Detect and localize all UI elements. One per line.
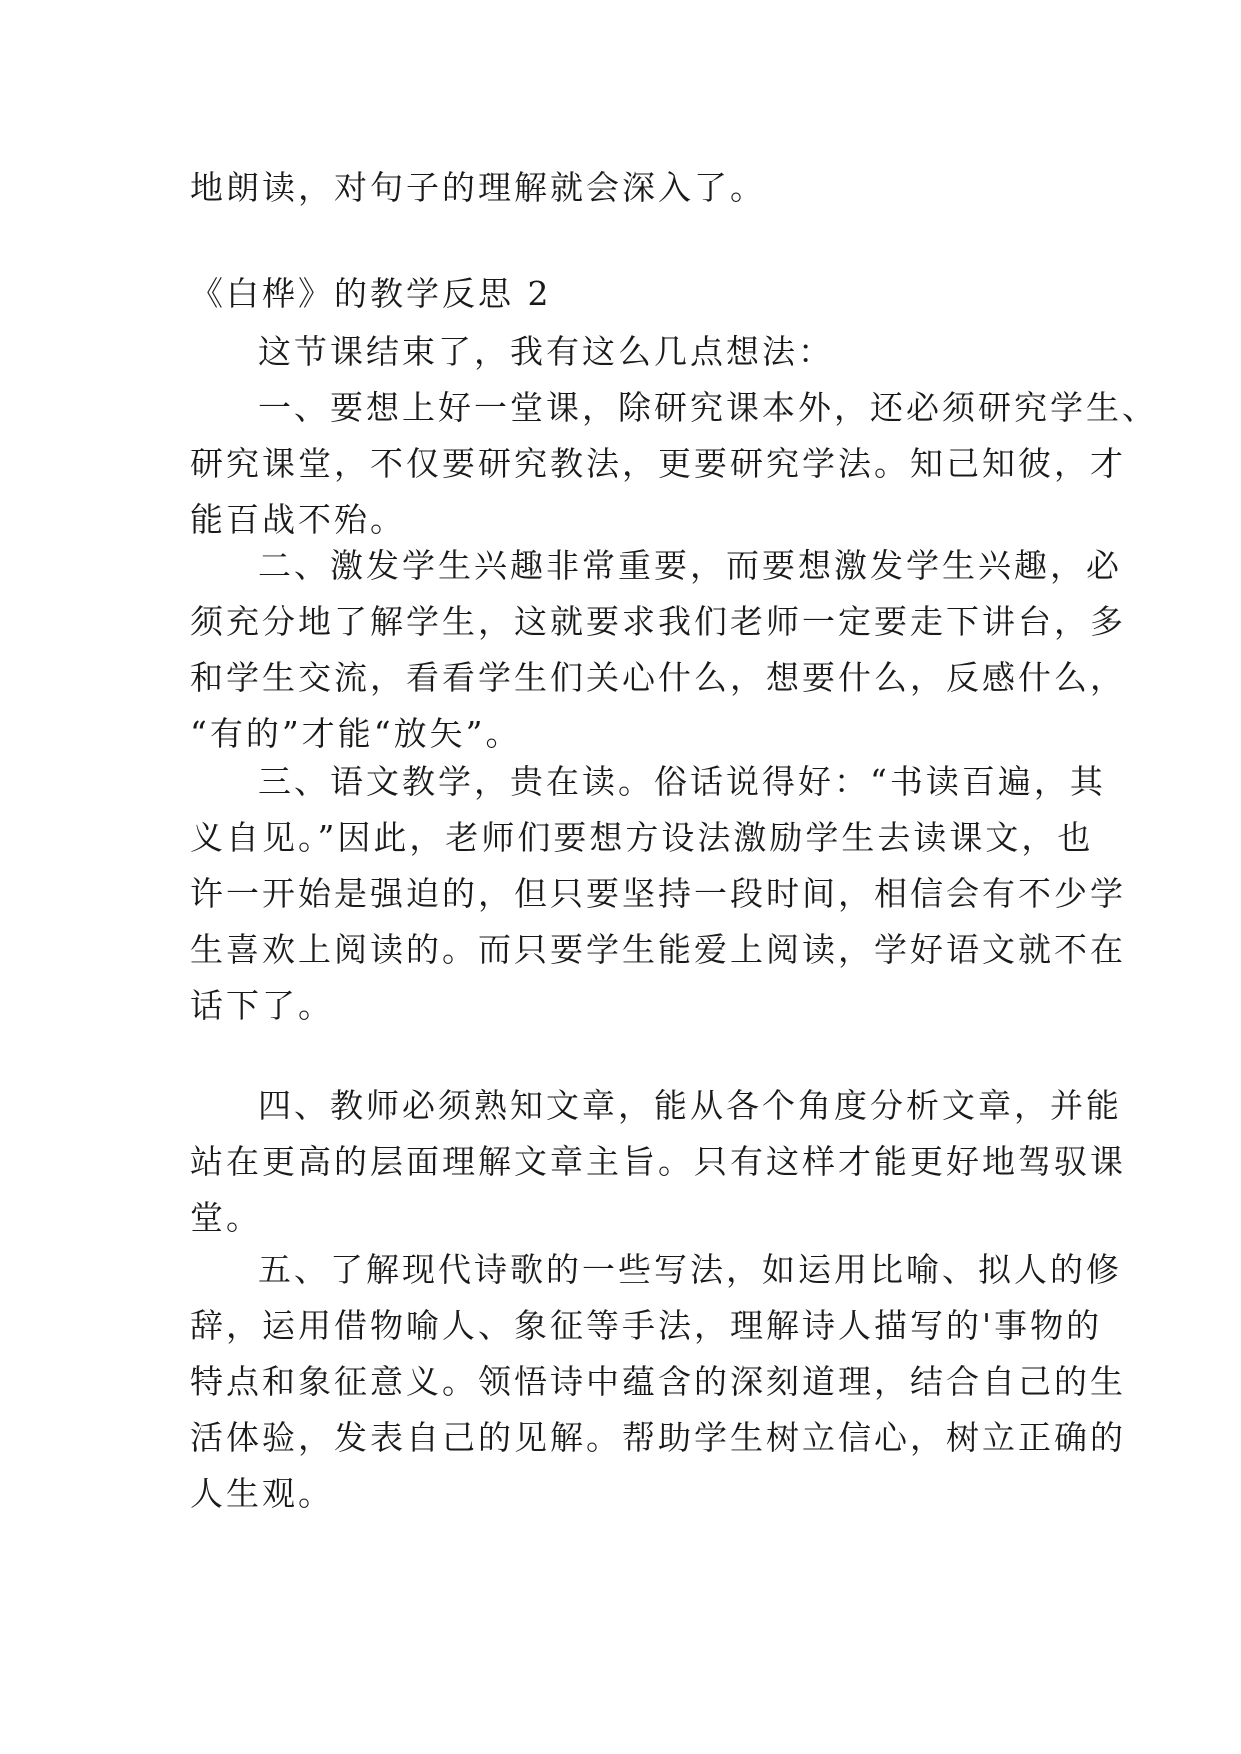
text-line: 一、要想上好一堂课，除研究课本外，还必须研究学生、	[258, 388, 1158, 427]
section-title	[190, 266, 1052, 322]
paragraph-3	[190, 754, 1126, 1034]
paragraph-5	[190, 1242, 1126, 1522]
text-line: 人生观。	[190, 1474, 334, 1513]
opening-paragraph	[190, 324, 1052, 380]
text-line: 须充分地了解学生，这就要求我们老师一定要走下讲台，多	[190, 602, 1126, 641]
text-line: 站在更高的层面理解文章主旨。只有这样才能更好地驾驭课	[190, 1142, 1126, 1181]
text-line: 活体验，发表自己的见解。帮助学生树立信心，树立正确的	[190, 1418, 1126, 1457]
text-line: 能百战不殆。	[190, 500, 406, 539]
paragraph-4	[190, 1078, 1126, 1246]
text-line: 研究课堂，不仅要研究教法，更要研究学法。知己知彼，才	[190, 444, 1126, 483]
intro-tail-text	[190, 160, 1052, 216]
text-line: 堂。	[190, 1198, 262, 1237]
text-line: 四、教师必须熟知文章，能从各个角度分析文章，并能	[258, 1086, 1122, 1125]
text-line: 特点和象征意义。领悟诗中蕴含的深刻道理，结合自己的生	[190, 1362, 1126, 1401]
text-line: 和学生交流，看看学生们关心什么，想要什么，反感什么，	[190, 658, 1126, 697]
paragraph-2	[190, 538, 1126, 762]
text-line: “有的”才能“放矢”。	[190, 714, 522, 753]
section-title-text: 《白桦》的教学反思 2	[190, 274, 552, 313]
text-line: 生喜欢上阅读的。而只要学生能爱上阅读，学好语文就不在	[190, 930, 1126, 969]
text-line: 许一开始是强迫的，但只要坚持一段时间，相信会有不少学	[190, 874, 1126, 913]
opening-text: 这节课结束了，我有这么几点想法：	[258, 332, 834, 371]
paragraph-1	[190, 380, 1158, 548]
text-line: 话下了。	[190, 986, 334, 1025]
text-line: 辞，运用借物喻人、象征等手法，理解诗人描写的'事物的	[190, 1306, 1103, 1345]
text-line: 三、语文教学，贵在读。俗话说得好：“书读百遍，其	[258, 762, 1106, 801]
text-line: 五、了解现代诗歌的一些写法，如运用比喻、拟人的修	[258, 1250, 1122, 1289]
text-line: 二、激发学生兴趣非常重要，而要想激发学生兴趣，必	[258, 546, 1122, 585]
text-line: 义自见。”因此，老师们要想方设法激励学生去读课文，也	[190, 818, 1094, 857]
text-line: 地朗读，对句子的理解就会深入了。	[190, 168, 766, 207]
